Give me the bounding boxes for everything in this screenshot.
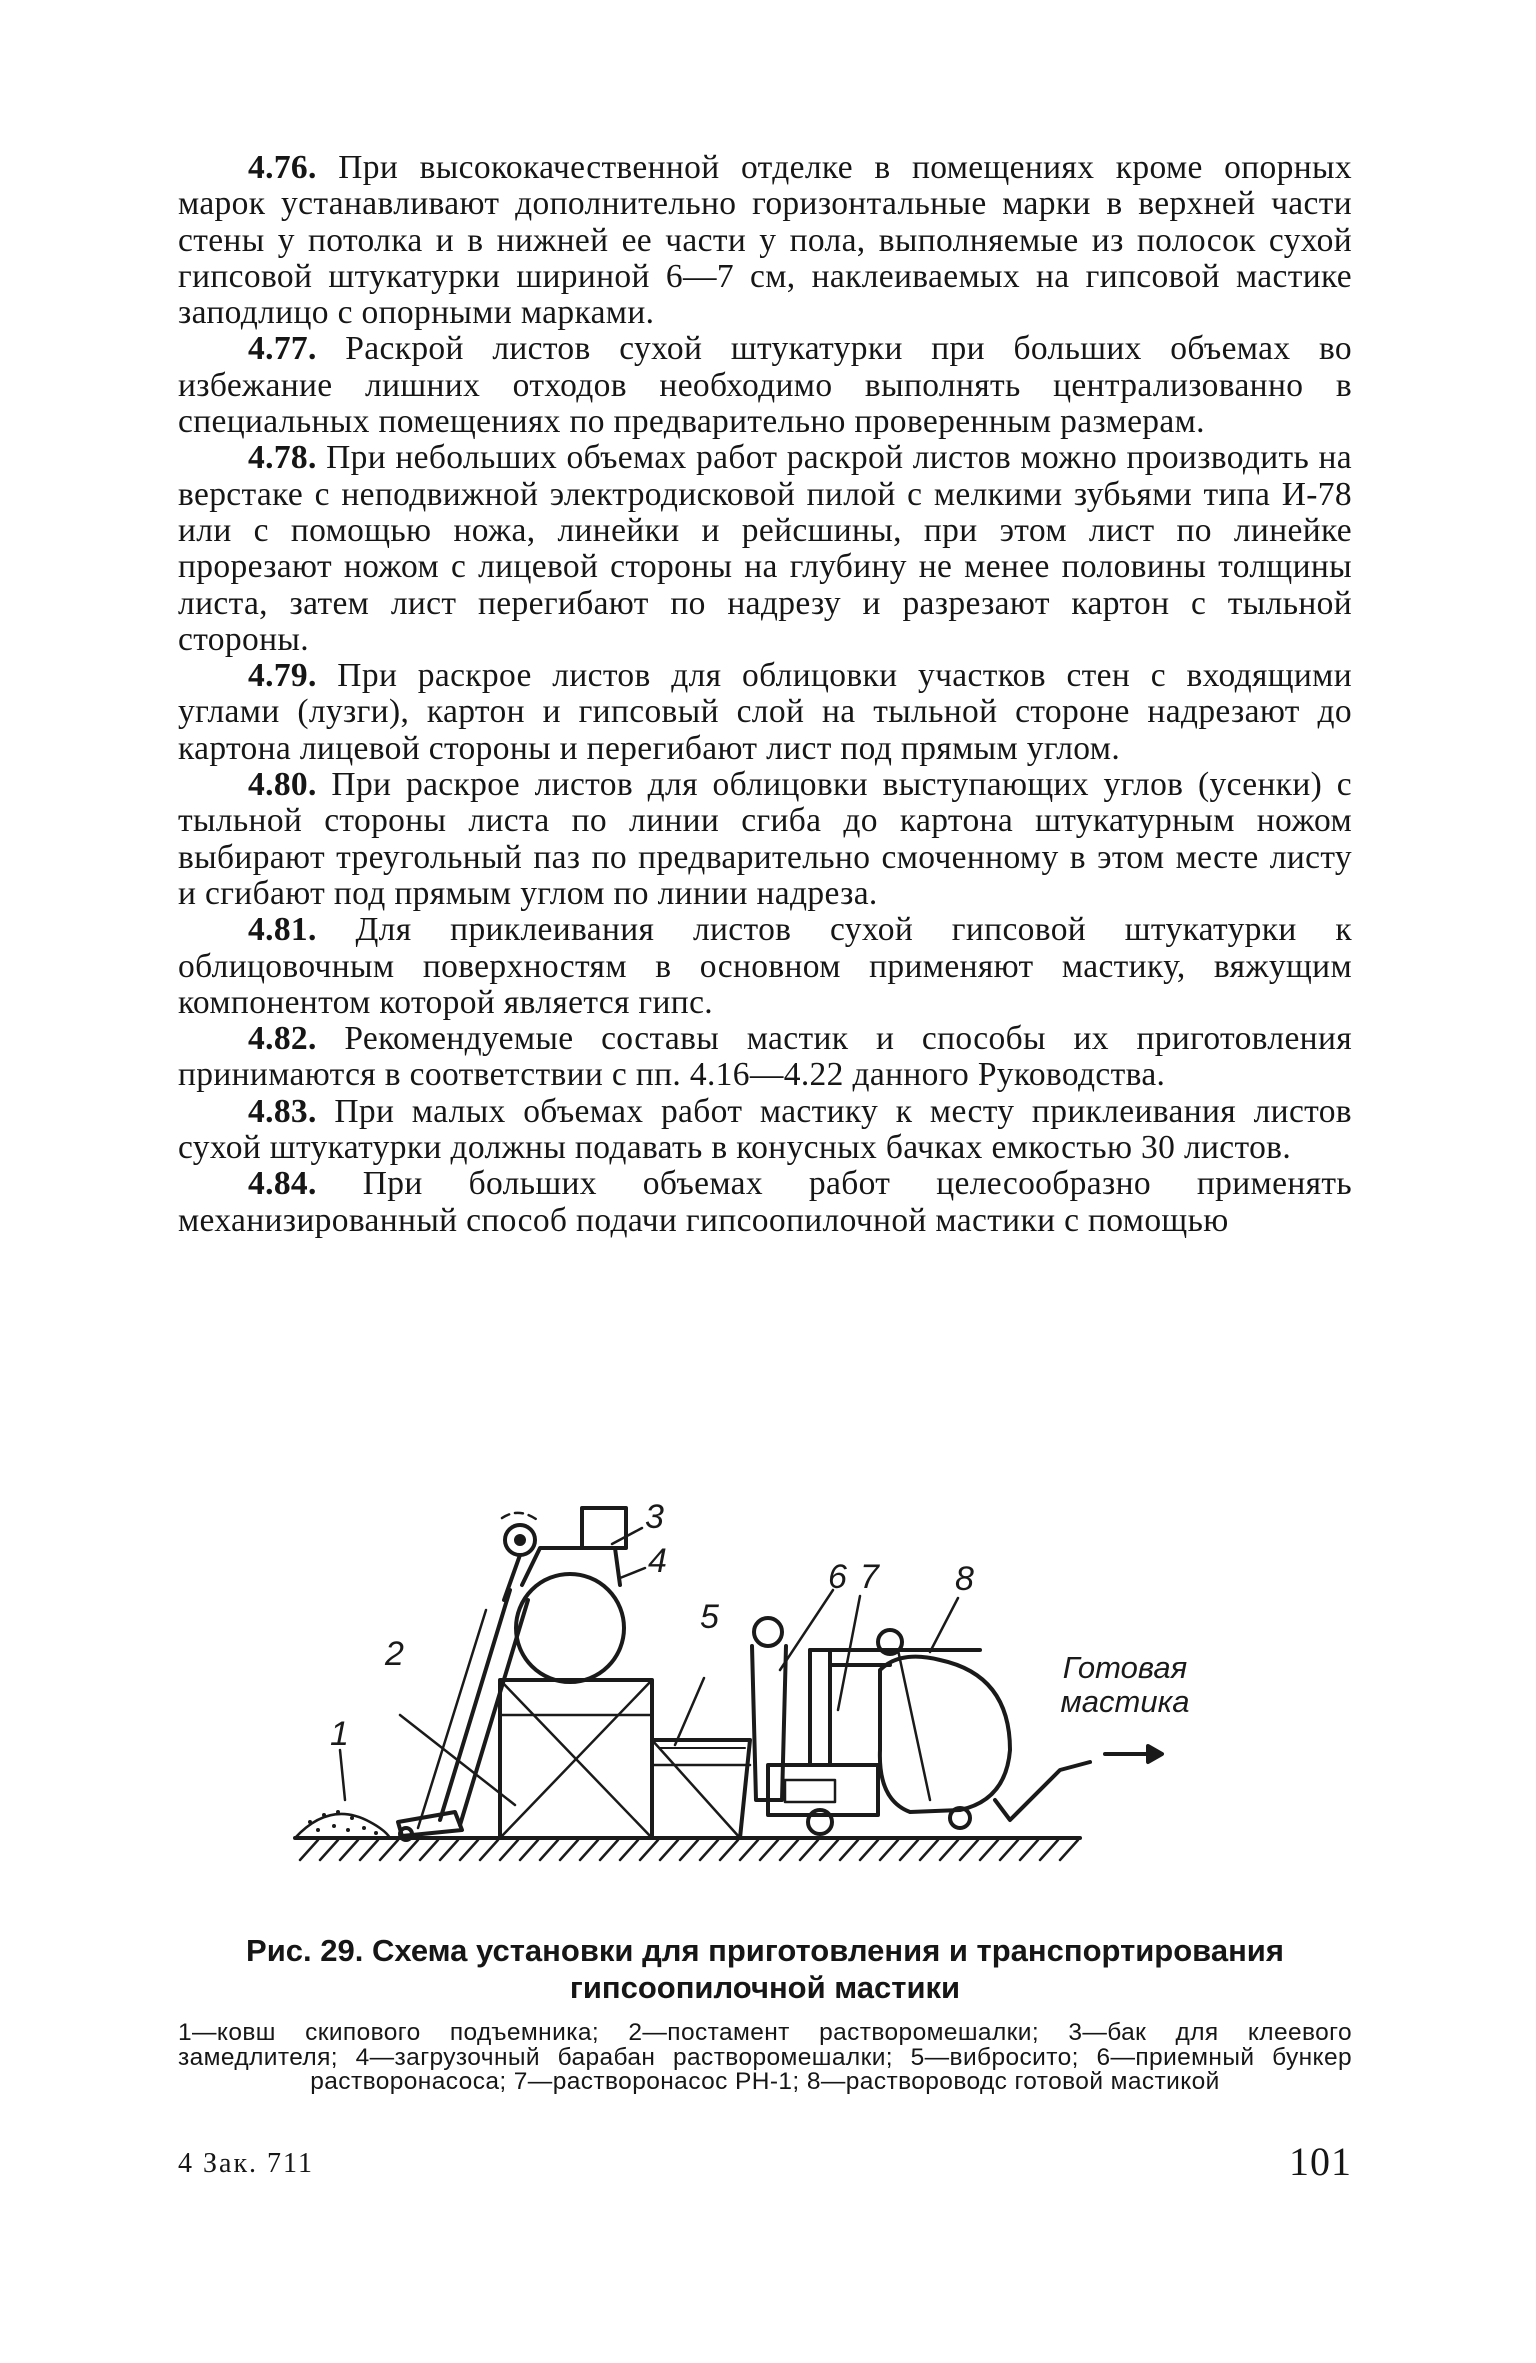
label-5: 5 <box>700 1598 719 1636</box>
figure-29-installation-diagram <box>290 1500 1340 1920</box>
paragraph-number: 4.83. <box>248 1092 317 1130</box>
paragraph-text: Раскрой листов сухой штукатурки при больших объемах во избежание лишних отходов необходимо выполнять централизованно в специальных помещениях по предварительно проверенным размерам. <box>178 330 1352 441</box>
glue-tank <box>582 1508 626 1548</box>
paragraph-4-80 <box>178 767 1352 912</box>
paragraph-4-81 <box>178 912 1352 1021</box>
paragraph-number: 4.77. <box>248 330 317 368</box>
hopper-top <box>754 1618 782 1646</box>
paragraph-text: При раскрое листов для облицовки участков стен с входящими углами (лузги), картон и гипсовый слой на тыльной стороне надрезают до картона лицевой стороны и перегибают лист под прямым углом. <box>178 657 1352 767</box>
paragraph-4-83 <box>178 1094 1352 1167</box>
paragraph-text: Для приклеивания листов сухой гипсовой штукатурки к облицовочным поверхностям в основном применяют мастику, вяжущим компонентом которой является гипс. <box>178 911 1353 1021</box>
paragraph-number: 4.81. <box>248 911 317 949</box>
skip-bucket <box>398 1812 462 1836</box>
output-hose <box>995 1762 1090 1820</box>
body-text <box>178 150 1352 1239</box>
caption-title-line <box>178 1932 1352 1969</box>
label-1: 1 <box>330 1715 349 1753</box>
paragraph-number: 4.82. <box>248 1020 317 1058</box>
paragraph-number: 4.84. <box>248 1165 317 1203</box>
loading-drum <box>522 1548 620 1585</box>
label-7: 7 <box>860 1558 879 1596</box>
label-4: 4 <box>648 1542 667 1580</box>
skip-cable <box>418 1610 486 1828</box>
output-label-line1: Готовая <box>1062 1650 1188 1685</box>
ground-hatching <box>300 1840 1078 1860</box>
paragraph-4-76 <box>178 150 1352 331</box>
paragraph-4-84 <box>178 1166 1352 1239</box>
label-8: 8 <box>955 1560 974 1598</box>
paragraph-text: При высококачественной отделке в помещениях кроме опорных марок устанавливают дополнительно горизонтальные марки в верхней части стены у потолка и в нижней ее части у пола, выполняемые из полосок сухой гипсовой штукатурки шириной 6—7 см, наклеиваемых на гипсовой мастике заподлицо с опорными марками. <box>178 149 1352 332</box>
paragraph-4-78 <box>178 440 1352 658</box>
output-label-line2: мастика <box>1060 1684 1190 1719</box>
print-order-note: 4 Зак. 711 <box>178 2148 315 2179</box>
paragraph-number: 4.79. <box>248 657 317 695</box>
paragraph-4-77 <box>178 331 1352 440</box>
figure-caption <box>178 1932 1352 2006</box>
figure-legend: 1—ковш скипового подъемника; 2—постамент растворомешалки; 3—бак для клеевого замедлителя; 4—загрузочный барабан растворомешалки; 5—вибросито; 6—приемный бункер растворонасоса; 7—растворонасос РН-1; 8—раствороводс готовой мастикой <box>178 2019 1352 2095</box>
paragraph-text: При больших объемах работ целесообразно применять механизированный способ подачи гипсоопилочной мастики с помощью <box>178 1165 1352 1239</box>
mixer-drum <box>516 1574 624 1682</box>
finished-mastic-tank <box>880 1657 1010 1812</box>
paragraph-text: Рекомендуемые составы мастик и способы их приготовления принимаются в соответствии с пп. 4.16—4.22 данного Руководства. <box>178 1020 1352 1094</box>
paragraph-text: При малых объемах работ мастику к месту приклеивания листов сухой штукатурки должны подавать в конусных бачках емкостью 30 листов. <box>178 1092 1352 1167</box>
caption-title: Схема установки для приготовления и транспортирования <box>371 1933 1284 1968</box>
paragraph-4-79 <box>178 658 1352 767</box>
caption-subtitle: гипсоопилочной мастики <box>569 1970 961 2005</box>
label-3: 3 <box>645 1500 664 1536</box>
paragraph-number: 4.80. <box>248 766 317 804</box>
paragraph-4-82 <box>178 1021 1352 1094</box>
figure-number: Рис. 29. <box>246 1933 364 1968</box>
paragraph-text: При раскрое листов для облицовки выступающих углов (усенки) с тыльной стороны листа по линии сгиба до картона штукатурным ножом выбирают треугольный паз по предварительно смоченному в этом месте листу и сгибают под прямым углом по линии надреза. <box>178 766 1352 912</box>
installation-schematic <box>290 1500 1340 1920</box>
paragraph-text: При небольших объемах работ раскрой листов можно производить на верстаке с неподвижной электродисковой пилой с мелкими зубьями типа И-78 или с помощью ножа, линейки и рейсшины, при этом лист по линейке прорезают ножом с лицевой стороны на глубину не менее половины толщины листа, затем лист перегибают по надрезу и разрезают картон с тыльной стороны. <box>178 439 1352 658</box>
label-2: 2 <box>385 1635 404 1673</box>
label-6: 6 <box>828 1558 847 1596</box>
paragraph-number: 4.76. <box>248 149 317 186</box>
page-number: 101 <box>1289 2139 1352 2184</box>
paragraph-number: 4.78. <box>248 439 317 477</box>
